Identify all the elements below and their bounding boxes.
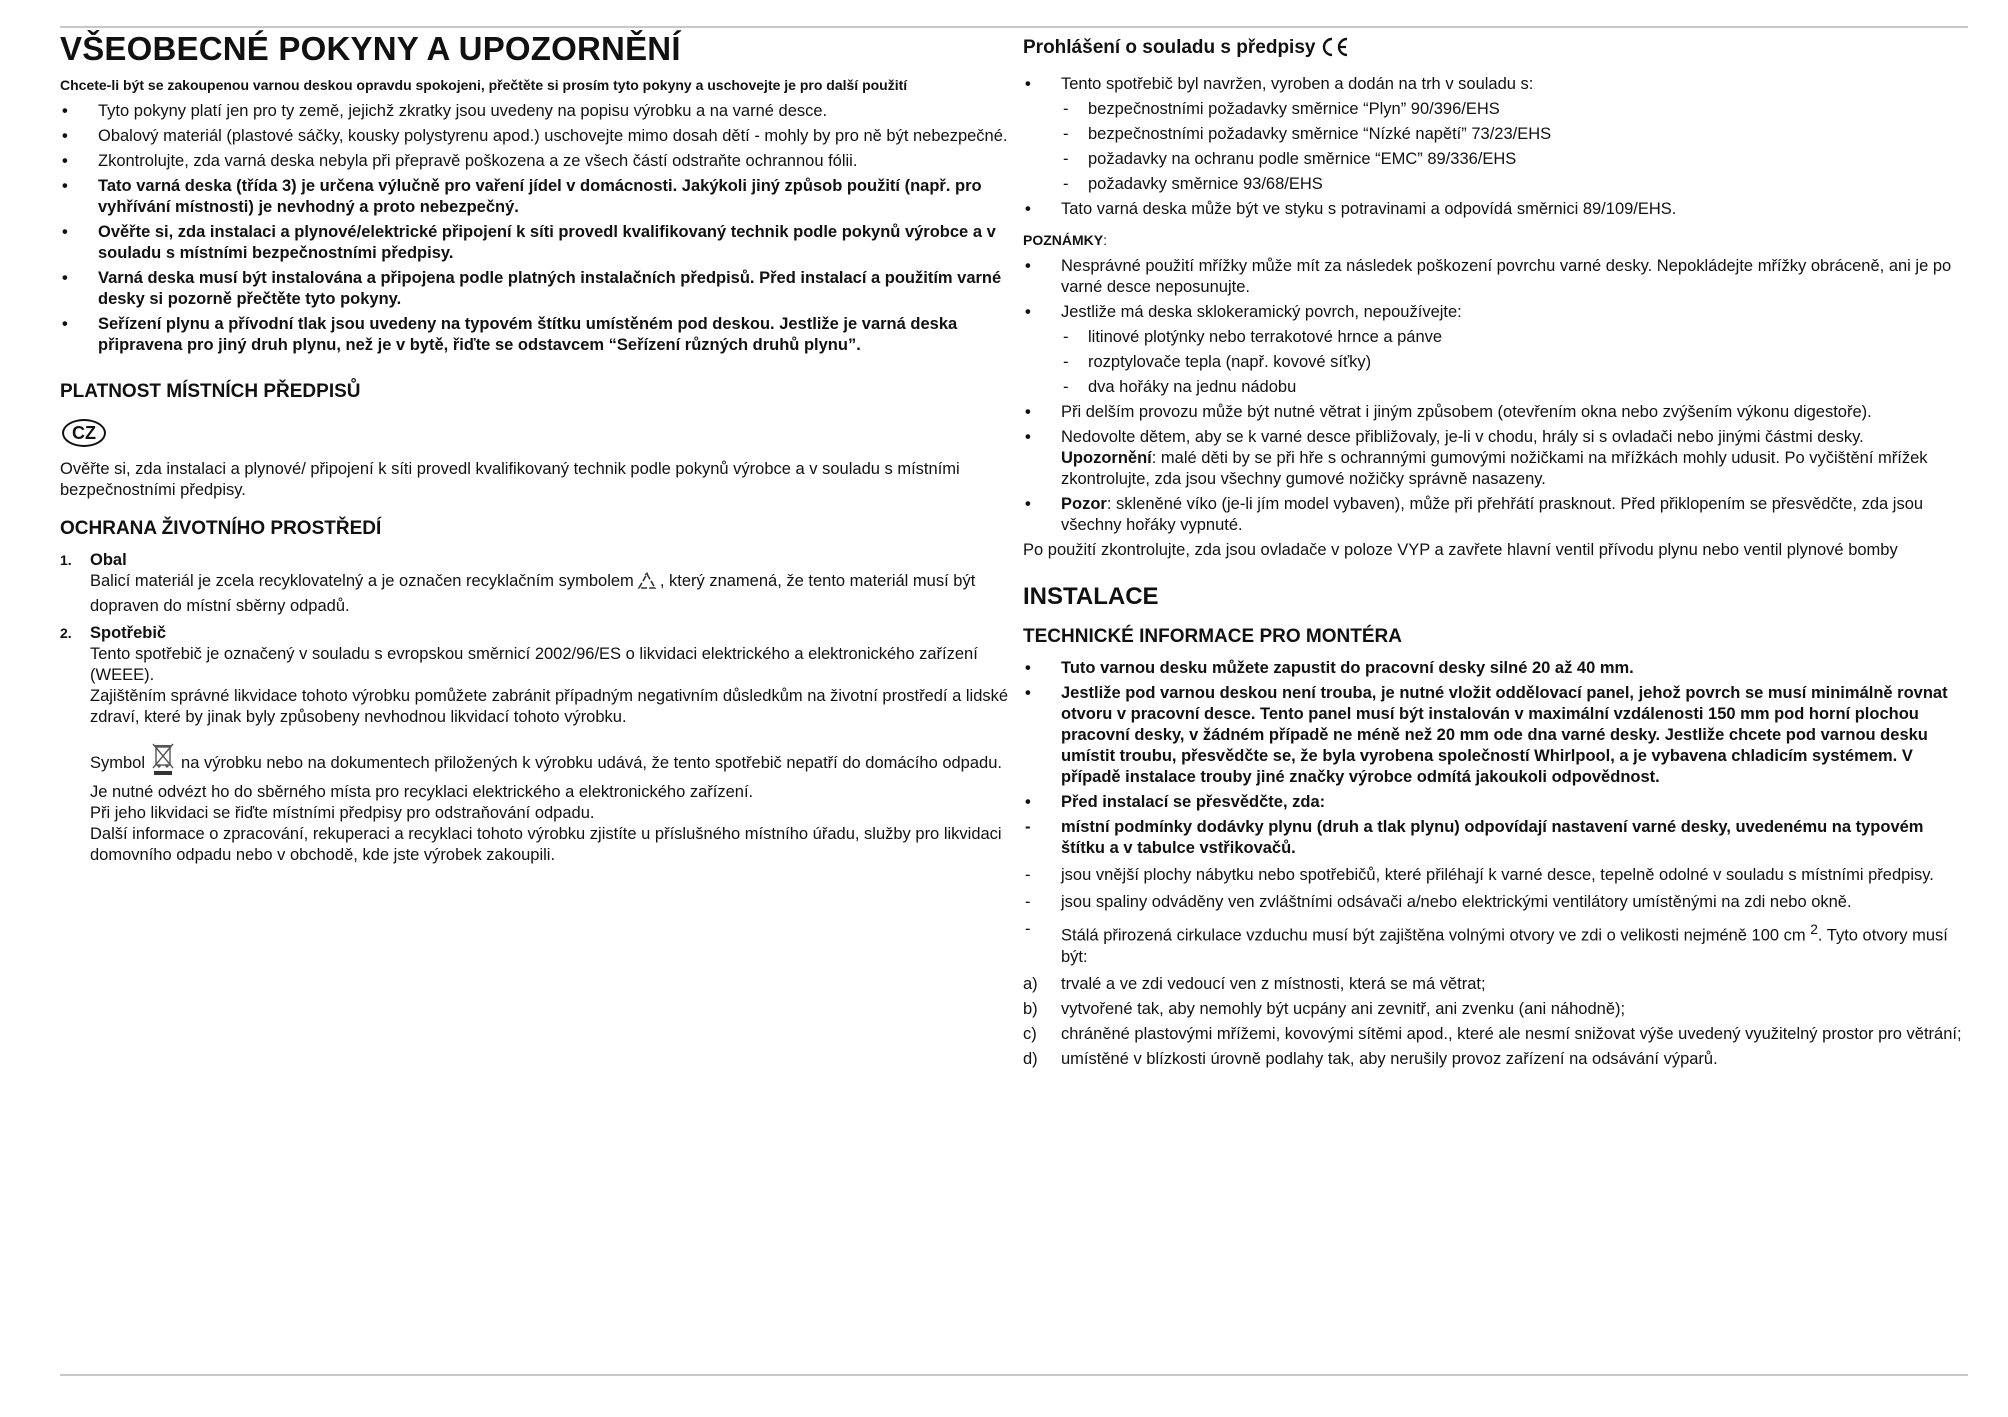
notes-title: POZNÁMKY	[1023, 232, 1104, 248]
notes-heading	[1023, 232, 1968, 248]
item-number: 2.	[60, 625, 72, 641]
list-item: • Tuto varnou desku můžete zapustit do pracovní desky silné 20 až 40 mm.	[1023, 658, 1968, 679]
appliance-text-1: Tento spotřebič je označený v souladu s evropskou směrnicí 2002/96/ES o likvidaci elektrického a elektronického zařízení (WEEE).	[90, 645, 978, 684]
list-item	[60, 623, 1010, 866]
item-text: vytvořené tak, aby nemohly být ucpány ani zevnitř, ani zvenku (ani náhodně);	[1061, 999, 1626, 1018]
page-title: VŠEOBECNÉ POKYNY A UPOZORNĚNÍ	[60, 30, 681, 67]
technical-info-list	[1023, 658, 1968, 813]
intro-text: Chcete-li být se zakoupenou varnou deskou opravdu spokojeni, přečtěte si prosím tyto pokyny a uschovejte je pro další použití	[60, 77, 908, 93]
appliance-text-2: Zajištěním správné likvidace tohoto výrobku pomůžete zabránit případným negativním důsledkům na životní prostředí a lidské zdraví, které by jinak byly způsobeny nevhodnou likvidací tohoto výrobku.	[90, 687, 1009, 726]
list-item: - litinové plotýnky nebo terrakotové hrnce a pánve	[1023, 327, 1968, 348]
notes-colon: :	[1103, 232, 1108, 248]
caution-text: : skleněné víko (je-li jím model vybaven), může při přehřátí prasknout. Před přiklopením se přesvědčte, zda jsou všechny hořáky vypnuté.	[1061, 495, 1924, 534]
list-item: • Nesprávné použití mřížky může mít za následek poškození povrchu varné desky. Nepokládejte mřížky obráceně, ani je po varné desce neposunujte.	[1023, 256, 1968, 298]
list-item: • Před instalací se přesvědčte, zda:	[1023, 792, 1968, 813]
conformity-intro: Tento spotřebič byl navržen, vyroben a dodán na trh v souladu s:	[1061, 75, 1534, 93]
item-letter: c)	[1023, 1024, 1037, 1043]
item-number: 1.	[60, 552, 72, 568]
list-item: - místní podmínky dodávky plynu (druh a tlak plynu) odpovídají nastavení varné desky, uvedenému na typovém štítku a v tabulce vstřikovačů.	[1023, 817, 1968, 859]
list-item	[1023, 494, 1968, 536]
item-letter: d)	[1023, 1049, 1038, 1068]
list-item	[1023, 427, 1968, 490]
packaging-text-end: , který znamená, že tento materiál musí být dopraven do místní sběrny odpadů.	[90, 572, 976, 615]
local-regulations-text: Ověřte si, zda instalaci a plynové/ připojení k síti provedl kvalifikovaný technik podle pokynů výrobce a v souladu s místními bezpečnostními předpisy.	[60, 460, 960, 499]
caution-label: Pozor	[1061, 495, 1107, 513]
conformity-list	[1023, 74, 1968, 95]
item-title: Spotřebič	[90, 624, 167, 642]
pre-install-checks-list	[1023, 817, 1968, 968]
item-text: chráněné plastovými mřížemi, kovovými sítěmi apod., které ale nesmí snižovat výše uvedený využitelný prostor pro větrání;	[1061, 1024, 1962, 1043]
children-warning: • Nedovolte dětem, aby se k varné desce přibližovaly, je-li v chodu, hrály si s ovladači nebo jinými částmi desky.	[1061, 428, 1864, 446]
list-item	[1023, 999, 1968, 1020]
list-item: - požadavky směrnice 93/68/EHS	[1023, 174, 1968, 195]
technical-info-heading: TECHNICKÉ INFORMACE PRO MONTÉRA	[1023, 626, 1402, 647]
packaging-text: Balicí materiál je zcela recyklovatelný a je označen recyklačním symbolem	[90, 572, 634, 590]
item-letter: b)	[1023, 999, 1038, 1018]
general-instructions-list	[60, 101, 1010, 356]
notes-list	[1023, 256, 1968, 323]
food-contact-list	[1023, 199, 1968, 220]
top-rule	[60, 26, 1968, 28]
superscript: 2	[1810, 922, 1818, 937]
right-column	[1023, 30, 1968, 1074]
item-text: umístěné v blízkosti úrovně podlahy tak, aby nerušily provoz zařízení na odsávání výparů.	[1061, 1049, 1718, 1068]
item-text: trvalé a ve zdi vedoucí ven z místnosti, která se má větrat;	[1061, 974, 1486, 993]
list-item: • Při delším provozu může být nutné větrat i jiným způsobem (otevřením okna nebo zvýšením výkonu digestoře).	[1023, 402, 1968, 423]
notes-list-continued	[1023, 402, 1968, 536]
list-item: • Jestliže má deska sklokeramický povrch, nepoužívejte:	[1023, 302, 1968, 323]
weee-paragraph	[90, 742, 1010, 803]
list-item: • Obalový materiál (plastové sáčky, kousky polystyrenu apod.) uschovejte mimo dosah dětí - mohly by pro ně být nebezpečné.	[60, 126, 1010, 147]
ventilation-openings-list	[1023, 974, 1968, 1070]
list-item: - dva hořáky na jednu nádobu	[1023, 377, 1968, 398]
conformity-title: Prohlášení o souladu s předpisy	[1023, 37, 1316, 58]
weee-bin-icon	[151, 742, 175, 782]
list-item: • Tyto pokyny platí jen pro ty země, jejichž zkratky jsou uvedeny na popisu výrobku a na varné desce.	[60, 101, 1010, 122]
spacer	[90, 728, 1010, 742]
weee-text-end: na výrobku nebo na dokumentech přiložených k výrobku udává, že tento spotřebič nepatří do domácího odpadu. Je nutné odvézt ho do sběrného místa pro recyklaci elektrického a elektronického zařízení.	[90, 754, 1002, 801]
weee-text-start: Symbol	[90, 754, 146, 772]
ventilation-text-end: . Tyto otvory musí být:	[1061, 926, 1948, 966]
conformity-heading	[1023, 36, 1968, 64]
list-item: • Varná deska musí být instalována a připojena podle platných instalačních předpisů. Před instalací a použitím varné desky si pozorně přečtěte tyto pokyny.	[60, 268, 1010, 310]
bottom-rule	[60, 1374, 1968, 1376]
list-item: • Seřízení plynu a přívodní tlak jsou uvedeny na typovém štítku umístěném pod deskou. Jestliže je varná deska připravena pro jiný druh plynu, než je v bytě, řiďte se odstavcem “Seřízení různých druhů plynu”.	[60, 314, 1010, 356]
appliance-text-4: Při jeho likvidaci se řiďte místními předpisy pro odstraňování odpadu.	[90, 804, 595, 822]
left-column	[60, 30, 1010, 872]
warning-text: : malé děti by se při hře s ochrannými gumovými nožičkami na mřížkách mohly udusit. Po vyčištění mřížek zkontrolujte, zda jsou všechny gumové nožičky správně nasazeny.	[1061, 449, 1928, 488]
item-title: Obal	[90, 551, 127, 569]
recycle-icon	[636, 572, 658, 596]
list-item	[1023, 974, 1968, 995]
local-regulations-heading: PLATNOST MÍSTNÍCH PŘEDPISŮ	[60, 381, 361, 402]
conformity-directives-list	[1023, 99, 1968, 195]
list-item: • Tato varná deska může být ve styku s potravinami a odpovídá směrnici 89/109/EHS.	[1023, 199, 1968, 220]
list-item	[1023, 919, 1968, 968]
installation-heading: INSTALACE	[1023, 583, 1159, 610]
warning-label: Upozornění	[1061, 449, 1152, 467]
environment-list	[60, 550, 1010, 866]
list-item	[1023, 74, 1968, 95]
country-badge: CZ	[62, 419, 106, 447]
list-item	[1023, 1024, 1968, 1045]
list-item: - bezpečnostními požadavky směrnice “Nízké napětí” 73/23/EHS	[1023, 124, 1968, 145]
ce-mark-icon	[1319, 36, 1351, 64]
appliance-text-5: Další informace o zpracování, rekuperaci a recyklaci tohoto výrobku zjistíte u příslušného místního úřadu, služby pro likvidaci domovního odpadu nebo v obchodě, kde jste výrobek zakoupili.	[90, 825, 1002, 864]
list-item: - jsou vnější plochy nábytku nebo spotřebičů, které přiléhají k varné desce, tepelně odolné v souladu s místními předpisy.	[1023, 865, 1968, 886]
list-item: • Tato varná deska (třída 3) je určena výlučně pro vaření jídel v domácnosti. Jakýkoli jiný způsob použití (např. pro vyhřívání místnosti) je nevhodný a proto nebezpečný.	[60, 176, 1010, 218]
after-use-text: Po použití zkontrolujte, zda jsou ovladače v poloze VYP a zavřete hlavní ventil přívodu plynu nebo ventil plynové bomby	[1023, 541, 1898, 559]
list-item	[60, 550, 1010, 617]
item-letter: a)	[1023, 974, 1038, 993]
list-item: - jsou spaliny odváděny ven zvláštními odsávači a/nebo elektrickými ventilátory umístěnými na zdi nebo okně.	[1023, 892, 1968, 913]
ceramic-avoid-list	[1023, 327, 1968, 398]
list-item	[1023, 1049, 1968, 1070]
list-item: • Jestliže pod varnou deskou není trouba, je nutné vložit oddělovací panel, jehož povrch se musí minimálně rovnat otvoru v pracovní desce. Tento panel musí být instalován v maximální vzdálenosti 150 mm pod horní plochou pracovní desky, v žádném případě ne méně než 20 mm ode dna varné desky. Jestliže chcete pod varnou desku umístit troubu, přesvědčte se, že byla vyrobena společností Whirlpool, a je vybavena chladicím systémem. V případě instalace trouby jiné značky výrobce odmítá jakoukoli odpovědnost.	[1023, 683, 1968, 788]
list-item: • Ověřte si, zda instalaci a plynové/elektrické připojení k síti provedl kvalifikovaný technik podle pokynů výrobce a v souladu s místními bezpečnostními předpisy.	[60, 222, 1010, 264]
list-item: - bezpečnostními požadavky směrnice “Plyn” 90/396/EHS	[1023, 99, 1968, 120]
ventilation-text: Stálá přirozená cirkulace vzduchu musí být zajištěna volnými otvory ve zdi o velikosti nejméně 100 cm	[1061, 926, 1806, 945]
environment-heading: OCHRANA ŽIVOTNÍHO PROSTŘEDÍ	[60, 518, 382, 539]
list-item: • Zkontrolujte, zda varná deska nebyla při přepravě poškozena a ze všech částí odstraňte ochrannou fólii.	[60, 151, 1010, 172]
list-item: - požadavky na ochranu podle směrnice “EMC” 89/336/EHS	[1023, 149, 1968, 170]
list-item: - rozptylovače tepla (např. kovové síťky)	[1023, 352, 1968, 373]
